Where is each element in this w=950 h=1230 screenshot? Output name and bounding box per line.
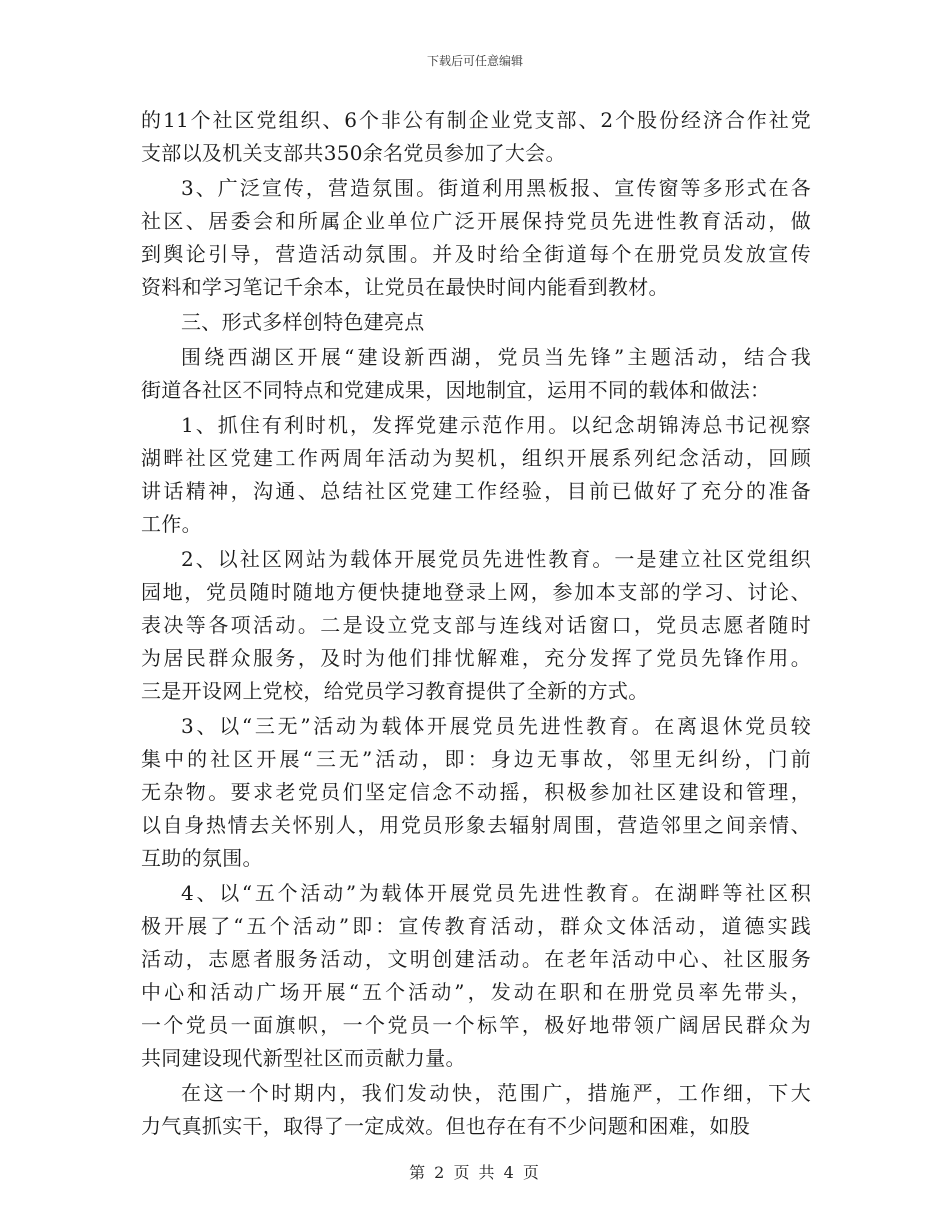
- text-line: 资料和学习笔记千余本，让党员在最快时间内能看到教材。: [141, 275, 669, 299]
- paragraph: [141, 104, 811, 170]
- text-line: 共同建设现代新型社区而贡献力量。: [141, 1046, 466, 1070]
- paragraph: [141, 1077, 811, 1143]
- paragraph: [141, 877, 811, 1075]
- paragraph: [141, 710, 811, 875]
- text-line: 园地，党员随时随地方便快捷地登录上网，参加本支部的学习、讨论、: [141, 580, 811, 604]
- text-line: 湖畔社区党建工作两周年活动为契机，组织开展系列纪念活动，回顾: [141, 446, 811, 470]
- text-line: 互助的氛围。: [141, 846, 263, 870]
- page-footer: 第 2 页 共 4 页: [409, 1163, 541, 1182]
- text-line: 社区、居委会和所属企业单位广泛开展保持党员先进性教育活动，做: [141, 209, 811, 233]
- text-line: 的11个社区党组织、6个非公有制企业党支部、2个股份经济合作社党: [141, 108, 811, 132]
- text-line: 到舆论引导，营造活动氛围。并及时给全街道每个在册党员发放宣传: [141, 242, 811, 266]
- text-line: 2、以社区网站为载体开展党员先进性教育。一是建立社区党组织: [181, 547, 811, 571]
- text-line: 集中的社区开展“三无”活动，即：身边无事故，邻里无纠纷，门前: [141, 747, 811, 771]
- text-line: 3、广泛宣传，营造氛围。街道利用黑板报、宣传窗等多形式在各: [181, 176, 811, 200]
- paragraph: [141, 341, 811, 407]
- page-header: 下载后可任意编辑: [426, 54, 523, 68]
- text-line: 力气真抓实干，取得了一定成效。但也存在有不少问题和困难，如股: [141, 1114, 750, 1138]
- text-line: 在这一个时期内，我们发动快，范围广，措施严，工作细，下大: [181, 1081, 811, 1105]
- text-line: 三、形式多样创特色建亮点: [181, 310, 425, 334]
- text-line: 三是开设网上党校，给党员学习教育提供了全新的方式。: [141, 679, 649, 703]
- text-line: 讲话精神，沟通、总结社区党建工作经验，目前已做好了充分的准备: [141, 479, 811, 503]
- document-body: [141, 104, 811, 1143]
- text-line: 围绕西湖区开展“建设新西湖，党员当先锋”主题活动，结合我: [181, 345, 811, 369]
- paragraph: [141, 409, 811, 541]
- text-line: 为居民群众服务，及时为他们排忧解难，充分发挥了党员先锋作用。: [141, 646, 811, 670]
- text-line: 活动，志愿者服务活动，文明创建活动。在老年活动中心、社区服务: [141, 947, 811, 971]
- text-line: 支部以及机关支部共350余名党员参加了大会。: [141, 141, 566, 165]
- paragraph: [141, 306, 811, 339]
- paragraph: [141, 172, 811, 304]
- text-line: 街道各社区不同特点和党建成果，因地制宜，运用不同的载体和做法：: [141, 378, 771, 402]
- text-line: 中心和活动广场开展“五个活动”，发动在职和在册党员率先带头，: [141, 980, 811, 1004]
- text-line: 工作。: [141, 512, 202, 536]
- text-line: 4、以“五个活动”为载体开展党员先进性教育。在湖畔等社区积: [181, 881, 811, 905]
- text-line: 1、抓住有利时机，发挥党建示范作用。以纪念胡锦涛总书记视察: [181, 413, 811, 437]
- text-line: 3、以“三无”活动为载体开展党员先进性教育。在离退休党员较: [181, 714, 811, 738]
- paragraph: [141, 543, 811, 708]
- text-line: 一个党员一面旗帜，一个党员一个标竿，极好地带领广阔居民群众为: [141, 1013, 811, 1037]
- text-line: 以自身热情去关怀别人，用党员形象去辐射周围，营造邻里之间亲情、: [141, 813, 811, 837]
- text-line: 表决等各项活动。二是设立党支部与连线对话窗口，党员志愿者随时: [141, 613, 811, 637]
- text-line: 极开展了“五个活动”即：宣传教育活动，群众文体活动，道德实践: [141, 914, 811, 938]
- text-line: 无杂物。要求老党员们坚定信念不动摇，积极参加社区建设和管理，: [141, 780, 811, 804]
